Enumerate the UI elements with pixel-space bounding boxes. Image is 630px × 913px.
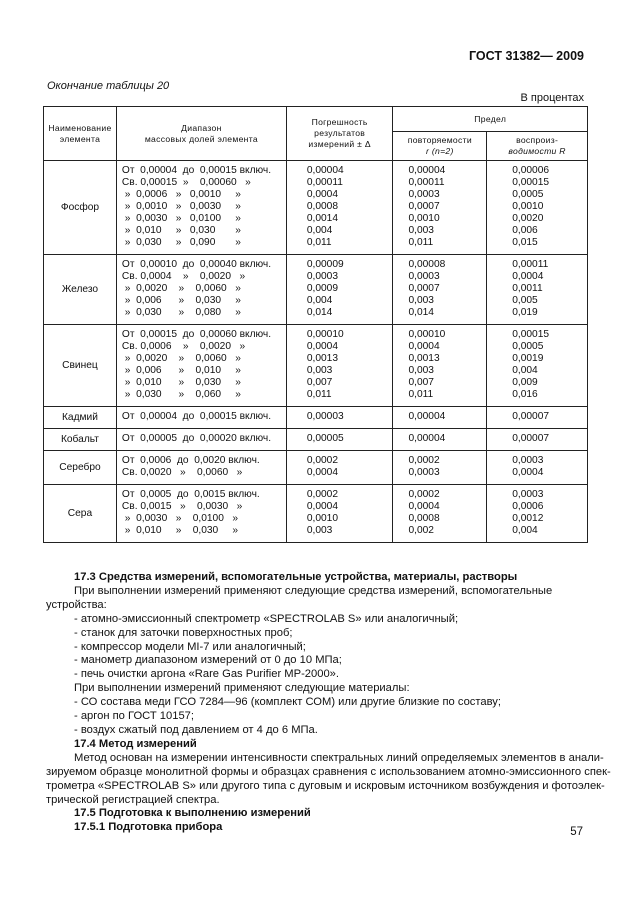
cell-line: 0,004 [306,295,333,306]
paragraph-line: При выполнении измерений применяют следующие средства измерений, вспомогательные [74,584,553,597]
cell-line: 0,00011 [306,177,343,188]
cell-line: 0,011 [306,389,332,400]
section-17-5-heading: 17.5 Подготовка к выполнению измерений [74,807,311,820]
cell-line: От 0,00004 до 0,00015 включ. [121,165,272,176]
cell-line: 0,003 [306,525,333,536]
standard-number: ГОСТ 31382— 2009 [468,49,584,63]
table-row [44,325,588,407]
paragraph-line: Метод основан на измерении интенсивности спектральных линий определяемых элементов в анали- [74,751,604,764]
repeatability-cell [393,407,487,429]
range-cell [116,407,286,429]
cell-line: 0,016 [512,389,538,400]
error-cell [286,429,393,451]
cell-line: 0,002 [408,525,434,536]
range-cell [116,255,286,325]
cell-line: 0,006 [512,225,538,236]
table-caption: Окончание таблицы 20 [47,80,170,92]
cell-line: 0,00011 [408,177,445,188]
cell-line: » 0,0030 » 0,0100 » [121,513,239,524]
range-cell [116,429,286,451]
range-cell [116,485,286,543]
cell-line: » 0,030 » 0,060 » [121,389,241,400]
reproducibility-cell [487,255,588,325]
cell-line: 0,00009 [306,259,344,270]
cell-line: » 0,006 » 0,030 » [121,295,241,306]
error-cell [286,407,393,429]
cell-line: 0,0002 [408,455,440,466]
cell-line: От 0,00004 до 0,00015 включ. [121,411,272,422]
error-cell [286,161,393,255]
reproducibility-cell [487,451,588,485]
cell-line: 0,0010 [306,513,338,524]
element-name: Сера [44,485,117,543]
cell-line: 0,0002 [306,489,338,500]
cell-line: 0,0004 [306,189,338,200]
cell-line: 0,004 [512,365,538,376]
error-cell [286,255,393,325]
cell-line: 0,0014 [306,213,338,224]
table-row [44,161,588,255]
element-name: Кобальт [44,429,117,451]
cell-line: » 0,0030 » 0,0100 » [121,213,241,224]
cell-line: 0,0003 [512,489,544,500]
cell-line: Св. 0,00015 » 0,00060 » [121,177,251,188]
cell-line: 0,0003 [512,455,544,466]
cell-line: 0,009 [512,377,538,388]
cell-line: 0,019 [512,307,538,318]
table-row [44,429,588,451]
cell-line: » 0,0020 » 0,0060 » [121,283,241,294]
header-range: Диапазон массовых долей элемента [116,107,286,161]
cell-line: 0,0003 [408,271,440,282]
reproducibility-cell [487,407,588,429]
paragraph-line: трометра «SPECTROLAB S» или другого типа с дуговым и искровым источником возбуждения и фотоэлек- [46,779,605,792]
cell-line: 0,00007 [512,411,550,422]
table-row [44,255,588,325]
cell-line: 0,00010 [408,329,446,340]
page-number: 57 [570,826,583,838]
cell-line: 0,003 [408,295,434,306]
cell-line: 0,0008 [306,201,338,212]
header-element: Наименование элемента [44,107,117,161]
paragraph-line: При выполнении измерений применяют следующие материалы: [74,682,410,695]
header-reproducibility: воспроиз- водимости R [487,132,588,161]
paragraph-line: трической регистрацией спектра. [46,793,220,806]
repeatability-cell [393,255,487,325]
cell-line: 0,0004 [306,341,338,352]
cell-line: 0,00004 [408,433,446,444]
cell-line: 0,004 [306,225,333,236]
cell-line: 0,007 [408,377,434,388]
paragraph-line: зируемом образце монолитной формы и образцах сравнения с использованием атомно-эмиссионного спек- [46,765,611,778]
reproducibility-cell [487,485,588,543]
cell-line: 0,0004 [408,501,440,512]
cell-line: 0,014 [408,307,434,318]
cell-line: 0,011 [306,237,332,248]
cell-line: 0,0005 [512,189,544,200]
cell-line: » 0,0020 » 0,0060 » [121,353,241,364]
cell-line: 0,003 [408,225,434,236]
repeatability-cell [393,325,487,407]
list-item: - воздух сжатый под давлением от 4 до 6 МПа. [74,723,318,736]
repeatability-cell [393,429,487,451]
cell-line: 0,00015 [512,329,550,340]
list-item: - печь очистки аргона «Rare Gas Purifier MP-2000». [74,668,340,681]
cell-line: 0,0020 [512,213,544,224]
list-item: - аргон по ГОСТ 10157; [74,710,195,723]
cell-line: » 0,030 » 0,090 » [121,237,241,248]
cell-line: 0,0003 [408,467,440,478]
cell-line: 0,00008 [408,259,446,270]
cell-line: Св. 0,0020 » 0,0060 » [121,467,243,478]
cell-line: 0,00010 [306,329,344,340]
cell-line: 0,005 [512,295,538,306]
cell-line: 0,0013 [408,353,440,364]
list-item: - компрессор модели MI-7 или аналогичный; [74,640,306,653]
cell-line: 0,0010 [408,213,440,224]
cell-line: » 0,0006 » 0,0010 » [121,189,241,200]
cell-line: » 0,006 » 0,010 » [121,365,241,376]
cell-line: » 0,0010 » 0,0030 » [121,201,241,212]
cell-line: 0,0004 [306,501,338,512]
cell-line: Св. 0,0004 » 0,0020 » [121,271,246,282]
cell-line: 0,0007 [408,201,440,212]
cell-line: » 0,010 » 0,030 » [121,525,239,536]
cell-line: 0,0002 [306,455,338,466]
cell-line: 0,003 [408,365,434,376]
repeatability-cell [393,161,487,255]
reproducibility-cell [487,325,588,407]
cell-line: 0,0010 [512,201,544,212]
cell-line: 0,014 [306,307,333,318]
cell-line: 0,00004 [306,165,344,176]
cell-line: 0,0003 [408,189,440,200]
table-row [44,407,588,429]
table-row [44,485,588,543]
header-repeatability: повторяемости r (n=2) [393,132,487,161]
cell-line: 0,00015 [512,177,550,188]
range-cell [116,325,286,407]
cell-line: » 0,010 » 0,030 » [121,225,241,236]
cell-line: 0,00004 [408,411,446,422]
cell-line: 0,0013 [306,353,338,364]
cell-line: От 0,00015 до 0,00060 включ. [121,329,272,340]
error-cell [286,451,393,485]
cell-line: 0,0004 [306,467,338,478]
reproducibility-cell [487,429,588,451]
repeatability-cell [393,485,487,543]
cell-line: 0,0006 [512,501,544,512]
section-17-3-heading: 17.3 Средства измерений, вспомогательные устройства, материалы, растворы [74,571,518,583]
cell-line: 0,0008 [408,513,440,524]
cell-line: 0,0003 [306,271,338,282]
cell-line: » 0,010 » 0,030 » [121,377,241,388]
list-item: - манометр диапазоном измерений от 0 до 10 МПа; [74,654,342,667]
cell-line: 0,0009 [306,283,338,294]
element-name: Фосфор [44,161,117,255]
cell-line: 0,0012 [512,513,544,524]
cell-line: 0,011 [408,237,434,248]
element-name: Свинец [44,325,117,407]
cell-line: От 0,00010 до 0,00040 включ. [121,259,272,270]
cell-line: 0,00005 [306,433,344,444]
cell-line: 0,0004 [512,467,544,478]
range-cell [116,161,286,255]
cell-line: 0,00007 [512,433,550,444]
cell-line: 0,0002 [408,489,440,500]
cell-line: От 0,0006 до 0,0020 включ. [121,455,260,466]
cell-line: 0,004 [512,525,538,536]
precision-table [43,106,588,543]
element-name: Серебро [44,451,117,485]
cell-line: 0,00004 [408,165,446,176]
cell-line: 0,0011 [512,283,543,294]
header-error: Погрешность результатов измерений ± Δ [286,107,393,161]
cell-line: 0,011 [408,389,434,400]
error-cell [286,325,393,407]
section-17-5-1-heading: 17.5.1 Подготовка прибора [74,821,223,834]
range-cell [116,451,286,485]
cell-line: Св. 0,0006 » 0,0020 » [121,341,246,352]
cell-line: От 0,00005 до 0,00020 включ. [121,433,272,444]
cell-line: 0,0004 [512,271,544,282]
cell-line: 0,015 [512,237,538,248]
element-name: Железо [44,255,117,325]
cell-line: 0,0005 [512,341,544,352]
table-units: В процентах [520,92,584,104]
cell-line: 0,0019 [512,353,544,364]
list-item: - атомно-эмиссионный спектрометр «SPECTROLAB S» или аналогичный; [74,612,459,625]
cell-line: От 0,0005 до 0,0015 включ. [121,489,260,500]
cell-line: 0,0007 [408,283,440,294]
list-item: - СО состава меди ГСО 7284—96 (комплект СОМ) или другие близкие по составу; [74,696,502,709]
cell-line: 0,00003 [306,411,344,422]
repeatability-cell [393,451,487,485]
cell-line: » 0,030 » 0,080 » [121,307,241,318]
element-name: Кадмий [44,407,117,429]
body-text [46,571,611,835]
table-row [44,451,588,485]
list-item: - станок для заточки поверхностных проб; [74,626,293,639]
cell-line: 0,007 [306,377,333,388]
header-limit: Предел [393,107,588,132]
cell-line: 0,003 [306,365,333,376]
paragraph-line: устройства: [46,598,107,611]
cell-line: 0,00006 [512,165,550,176]
cell-line: Св. 0,0015 » 0,0030 » [121,501,243,512]
error-cell [286,485,393,543]
cell-line: 0,0004 [408,341,440,352]
section-17-4-heading: 17.4 Метод измерений [74,737,197,750]
reproducibility-cell [487,161,588,255]
cell-line: 0,00011 [512,259,549,270]
